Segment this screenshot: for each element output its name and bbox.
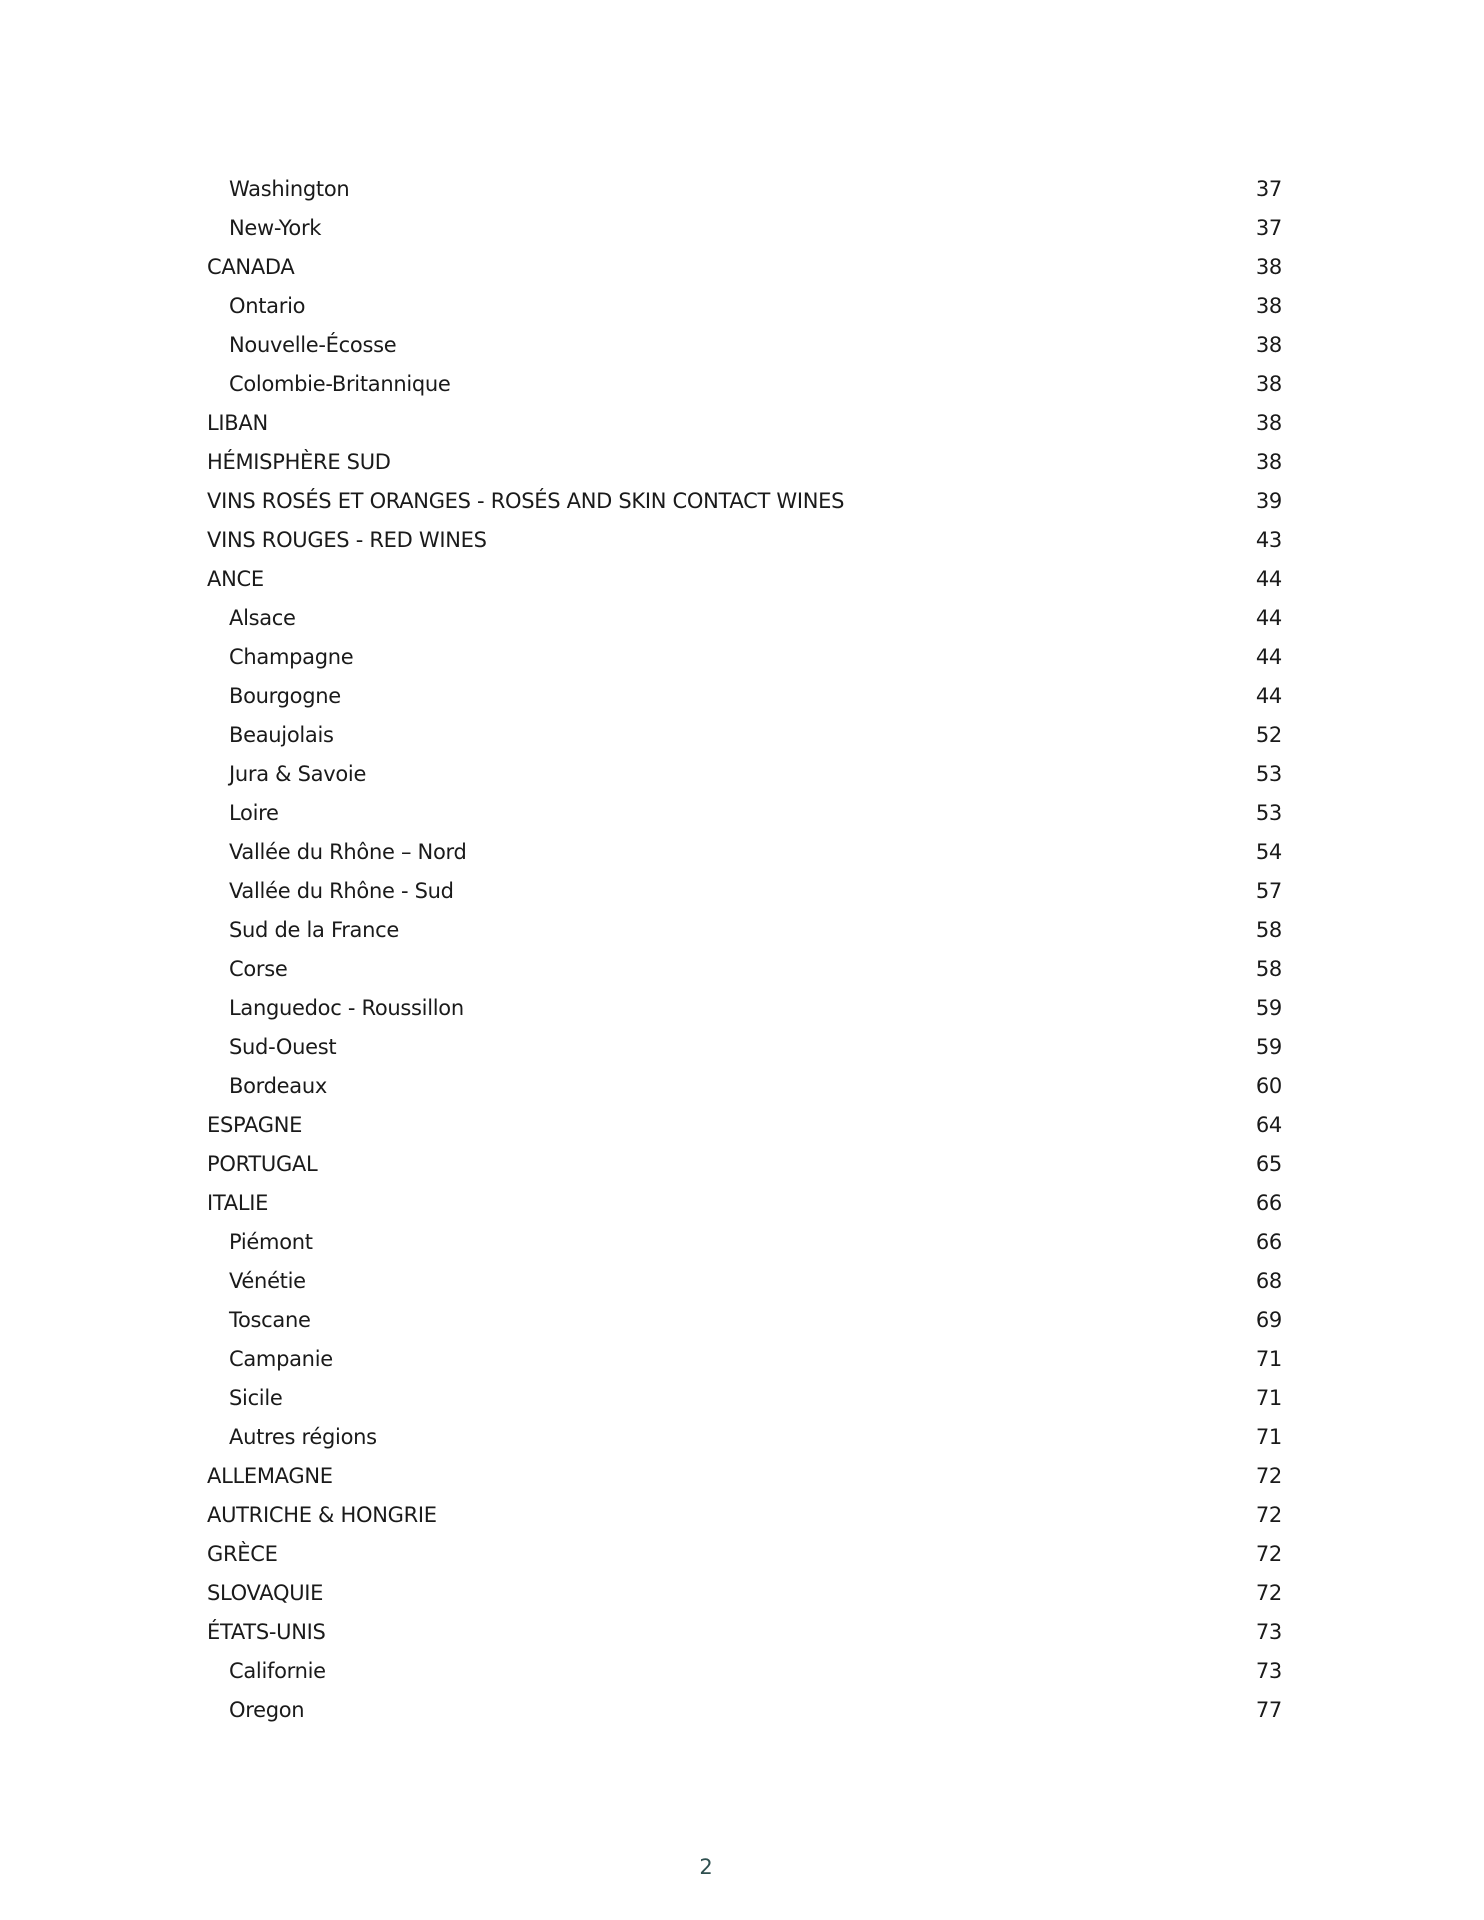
toc-subentry[interactable] (0, 1418, 1484, 1457)
toc-entry-label: Campanie (229, 1347, 333, 1371)
toc-entry-label: Autres régions (229, 1425, 377, 1449)
toc-entry-label: LIBAN (207, 411, 268, 435)
toc-subentry[interactable] (0, 599, 1484, 638)
toc-subentry[interactable] (0, 911, 1484, 950)
toc-entry-label: Languedoc - Roussillon (229, 996, 464, 1020)
table-of-contents (0, 170, 1484, 1730)
toc-entry-page-number: 37 (1255, 216, 1282, 240)
toc-entry-page-number: 53 (1255, 801, 1282, 825)
toc-entry-label: ESPAGNE (207, 1113, 303, 1137)
page-number: 2 (699, 1855, 713, 1879)
toc-entry-page-number: 38 (1255, 294, 1282, 318)
toc-entry-page-number: 44 (1255, 606, 1282, 630)
toc-entry-page-number: 59 (1255, 996, 1282, 1020)
toc-entry-label: Sud-Ouest (229, 1035, 337, 1059)
toc-entry-label: AUTRICHE & HONGRIE (207, 1503, 437, 1527)
toc-subentry[interactable] (0, 872, 1484, 911)
toc-entry-label: Jura & Savoie (229, 762, 367, 786)
toc-entry-page-number: 38 (1255, 255, 1282, 279)
toc-entry-label: Washington (229, 177, 350, 201)
toc-entry-page-number: 72 (1255, 1503, 1282, 1527)
toc-entry-label: Piémont (229, 1230, 313, 1254)
toc-entry-label: PORTUGAL (207, 1152, 318, 1176)
toc-subentry[interactable] (0, 1379, 1484, 1418)
toc-subentry[interactable] (0, 170, 1484, 209)
toc-entry-page-number: 73 (1255, 1620, 1282, 1644)
toc-entry-page-number: 65 (1255, 1152, 1282, 1176)
toc-entry-page-number: 72 (1255, 1542, 1282, 1566)
toc-entry-label: Nouvelle-Écosse (229, 333, 397, 357)
toc-entry-label: ÉTATS-UNIS (207, 1620, 326, 1644)
toc-entry-label: Alsace (229, 606, 296, 630)
toc-subentry[interactable] (0, 638, 1484, 677)
toc-entry-page-number: 71 (1255, 1386, 1282, 1410)
toc-entry-page-number: 66 (1255, 1191, 1282, 1215)
toc-entry-page-number: 71 (1255, 1425, 1282, 1449)
toc-subentry[interactable] (0, 677, 1484, 716)
toc-subentry[interactable] (0, 1028, 1484, 1067)
toc-entry-label: Bordeaux (229, 1074, 327, 1098)
toc-entry-page-number: 71 (1255, 1347, 1282, 1371)
toc-entry-page-number: 57 (1255, 879, 1282, 903)
toc-entry[interactable] (0, 1496, 1484, 1535)
toc-entry-label: Ontario (229, 294, 306, 318)
toc-entry-page-number: 59 (1255, 1035, 1282, 1059)
toc-entry-page-number: 72 (1255, 1581, 1282, 1605)
toc-subentry[interactable] (0, 1223, 1484, 1262)
toc-entry-label: Champagne (229, 645, 354, 669)
toc-subentry[interactable] (0, 1340, 1484, 1379)
toc-entry-label: Loire (229, 801, 279, 825)
toc-entry-page-number: 66 (1255, 1230, 1282, 1254)
toc-entry-page-number: 37 (1255, 177, 1282, 201)
toc-entry-label: ANCE (207, 567, 264, 591)
toc-entry-page-number: 77 (1255, 1698, 1282, 1722)
toc-entry-page-number: 38 (1255, 411, 1282, 435)
toc-entry[interactable] (0, 443, 1484, 482)
toc-subentry[interactable] (0, 755, 1484, 794)
toc-entry-page-number: 43 (1255, 528, 1282, 552)
toc-entry[interactable] (0, 1613, 1484, 1652)
toc-subentry[interactable] (0, 365, 1484, 404)
toc-entry-label: Vallée du Rhône – Nord (229, 840, 467, 864)
toc-entry-page-number: 60 (1255, 1074, 1282, 1098)
toc-entry[interactable] (0, 1535, 1484, 1574)
toc-subentry[interactable] (0, 1262, 1484, 1301)
toc-entry-page-number: 39 (1255, 489, 1282, 513)
toc-entry-page-number: 44 (1255, 567, 1282, 591)
toc-entry-label: Californie (229, 1659, 326, 1683)
toc-entry-page-number: 52 (1255, 723, 1282, 747)
toc-entry-label: HÉMISPHÈRE SUD (207, 450, 391, 474)
toc-entry-page-number: 44 (1255, 645, 1282, 669)
toc-entry-label: GRÈCE (207, 1542, 278, 1566)
toc-subentry[interactable] (0, 794, 1484, 833)
toc-entry-label: Sicile (229, 1386, 283, 1410)
toc-entry-page-number: 64 (1255, 1113, 1282, 1137)
toc-entry-label: Sud de la France (229, 918, 399, 942)
toc-entry-page-number: 58 (1255, 918, 1282, 942)
toc-subentry[interactable] (0, 1652, 1484, 1691)
toc-subentry[interactable] (0, 1301, 1484, 1340)
toc-entry[interactable] (0, 521, 1484, 560)
toc-entry-label: Oregon (229, 1698, 305, 1722)
toc-entry-page-number: 38 (1255, 372, 1282, 396)
toc-entry-page-number: 73 (1255, 1659, 1282, 1683)
toc-subentry[interactable] (0, 716, 1484, 755)
toc-subentry[interactable] (0, 209, 1484, 248)
toc-entry[interactable] (0, 404, 1484, 443)
toc-entry-label: SLOVAQUIE (207, 1581, 324, 1605)
toc-subentry[interactable] (0, 1691, 1484, 1730)
toc-entry-label: Colombie-Britannique (229, 372, 451, 396)
toc-entry[interactable] (0, 248, 1484, 287)
toc-entry-label: Vénétie (229, 1269, 306, 1293)
toc-entry[interactable] (0, 1106, 1484, 1145)
toc-subentry[interactable] (0, 287, 1484, 326)
toc-entry[interactable] (0, 1145, 1484, 1184)
toc-entry[interactable] (0, 560, 1484, 599)
toc-entry-label: Vallée du Rhône - Sud (229, 879, 454, 903)
toc-entry-page-number: 38 (1255, 333, 1282, 357)
toc-subentry[interactable] (0, 833, 1484, 872)
toc-entry-label: CANADA (207, 255, 295, 279)
toc-entry-label: Toscane (229, 1308, 311, 1332)
toc-entry-page-number: 72 (1255, 1464, 1282, 1488)
toc-entry[interactable] (0, 482, 1484, 521)
toc-entry-page-number: 58 (1255, 957, 1282, 981)
toc-entry-page-number: 38 (1255, 450, 1282, 474)
toc-entry-label: New-York (229, 216, 322, 240)
toc-entry-page-number: 68 (1255, 1269, 1282, 1293)
toc-entry-page-number: 44 (1255, 684, 1282, 708)
toc-entry-label: VINS ROSÉS ET ORANGES - ROSÉS AND SKIN CONTACT WINES (207, 489, 845, 513)
toc-entry-page-number: 53 (1255, 762, 1282, 786)
toc-entry-page-number: 54 (1255, 840, 1282, 864)
toc-entry-label: VINS ROUGES - RED WINES (207, 528, 487, 552)
toc-entry[interactable] (0, 1457, 1484, 1496)
toc-entry-label: Corse (229, 957, 288, 981)
toc-subentry[interactable] (0, 326, 1484, 365)
toc-entry-page-number: 69 (1255, 1308, 1282, 1332)
toc-subentry[interactable] (0, 1067, 1484, 1106)
toc-entry-label: ITALIE (207, 1191, 269, 1215)
toc-subentry[interactable] (0, 989, 1484, 1028)
toc-entry-label: Beaujolais (229, 723, 334, 747)
toc-subentry[interactable] (0, 950, 1484, 989)
toc-entry[interactable] (0, 1574, 1484, 1613)
toc-entry[interactable] (0, 1184, 1484, 1223)
toc-entry-label: Bourgogne (229, 684, 341, 708)
toc-entry-label: ALLEMAGNE (207, 1464, 333, 1488)
